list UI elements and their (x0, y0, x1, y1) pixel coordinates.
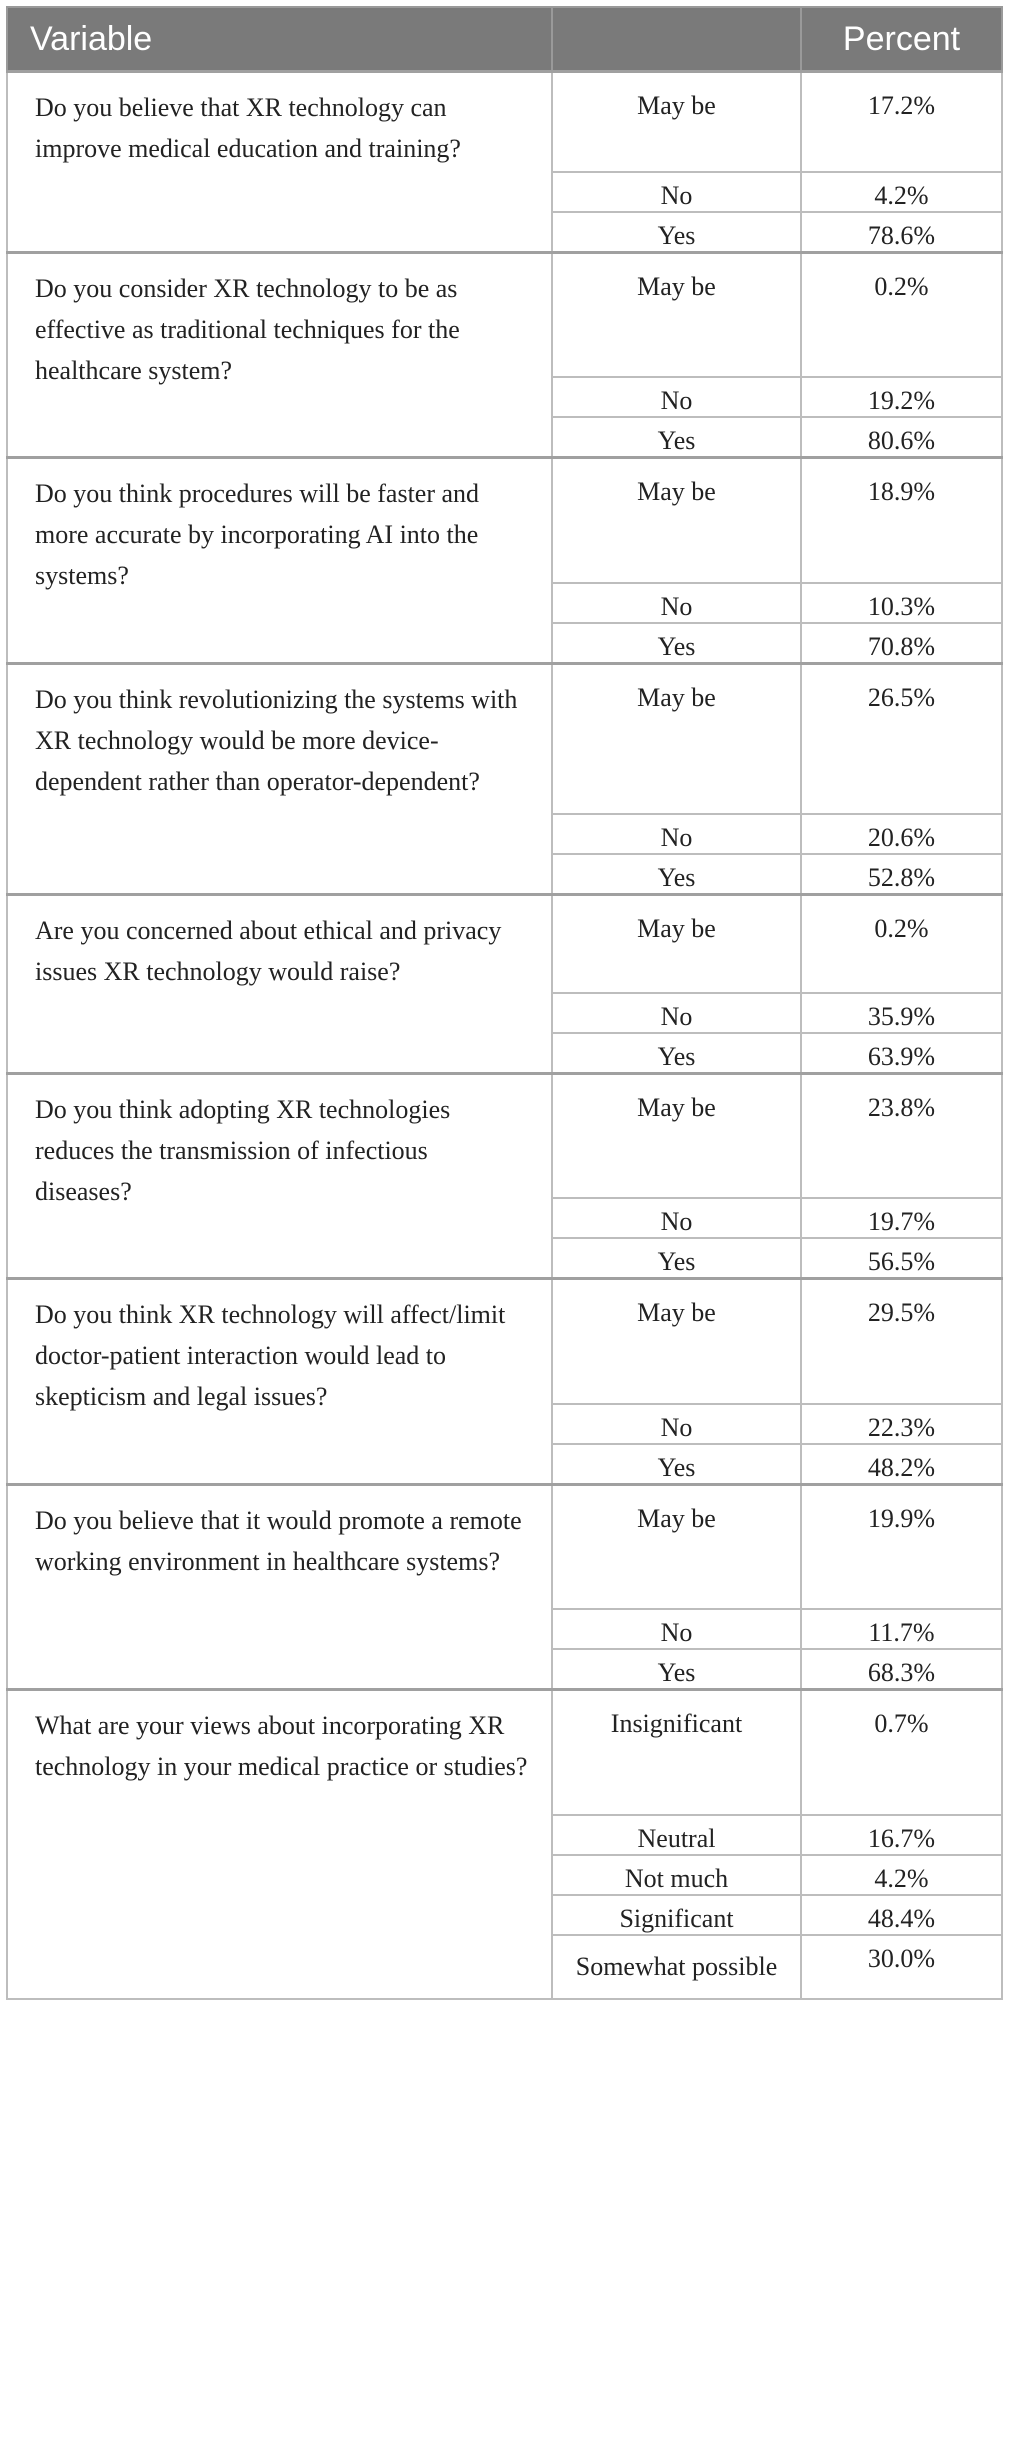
percent-cell: 35.9% (801, 993, 1002, 1033)
response-category-cell: May be (552, 458, 801, 583)
response-category-cell: Yes (552, 623, 801, 664)
response-category-cell: No (552, 377, 801, 417)
table-body (7, 72, 1002, 1999)
response-category-cell: May be (552, 895, 801, 993)
percent-cell: 4.2% (801, 172, 1002, 212)
percent-cell: 11.7% (801, 1609, 1002, 1649)
header-row (7, 7, 1002, 72)
response-category-cell: No (552, 583, 801, 623)
response-category-cell: Not much (552, 1855, 801, 1895)
percent-cell: 68.3% (801, 1649, 1002, 1690)
response-category-cell: Neutral (552, 1815, 801, 1855)
table-row (7, 1484, 1002, 1609)
response-category-cell: Insignificant (552, 1690, 801, 1815)
question-cell: Do you think XR technology will affect/limit doctor-patient interaction would lead to skepticism and legal issues? (7, 1279, 552, 1485)
percent-cell: 18.9% (801, 458, 1002, 583)
question-cell: Are you concerned about ethical and privacy issues XR technology would raise? (7, 895, 552, 1074)
question-cell: What are your views about incorporating XR technology in your medical practice or studies? (7, 1690, 552, 1999)
response-category-cell: No (552, 814, 801, 854)
response-category-cell: May be (552, 252, 801, 377)
response-category-cell: Yes (552, 854, 801, 895)
percent-cell: 0.7% (801, 1690, 1002, 1815)
percent-cell: 0.2% (801, 895, 1002, 993)
header-percent: Percent (801, 7, 1002, 72)
percent-cell: 52.8% (801, 854, 1002, 895)
response-category-cell: May be (552, 1073, 801, 1198)
percent-cell: 48.4% (801, 1895, 1002, 1935)
survey-table (6, 6, 1003, 2000)
response-category-cell: No (552, 1609, 801, 1649)
table-row (7, 458, 1002, 583)
response-category-cell: May be (552, 72, 801, 172)
response-category-cell: No (552, 1198, 801, 1238)
question-cell: Do you think adopting XR technologies reduces the transmission of infectious diseases? (7, 1073, 552, 1279)
table-row (7, 1279, 1002, 1404)
response-category-cell: Yes (552, 212, 801, 253)
header-category (552, 7, 801, 72)
percent-cell: 19.9% (801, 1484, 1002, 1609)
response-category-cell: No (552, 993, 801, 1033)
percent-cell: 16.7% (801, 1815, 1002, 1855)
percent-cell: 29.5% (801, 1279, 1002, 1404)
response-category-cell: No (552, 1404, 801, 1444)
percent-cell: 0.2% (801, 252, 1002, 377)
percent-cell: 23.8% (801, 1073, 1002, 1198)
table-row (7, 663, 1002, 814)
response-category-cell: May be (552, 1484, 801, 1609)
percent-cell: 10.3% (801, 583, 1002, 623)
percent-cell: 26.5% (801, 663, 1002, 814)
response-category-cell: May be (552, 1279, 801, 1404)
percent-cell: 48.2% (801, 1444, 1002, 1485)
percent-cell: 70.8% (801, 623, 1002, 664)
header-variable: Variable (7, 7, 552, 72)
percent-cell: 19.2% (801, 377, 1002, 417)
response-category-cell: Somewhat possible (552, 1935, 801, 1999)
question-cell: Do you believe that XR technology can improve medical education and training? (7, 72, 552, 253)
response-category-cell: May be (552, 663, 801, 814)
question-cell: Do you think revolutionizing the systems with XR technology would be more device-dependent rather than operator-dependent? (7, 663, 552, 895)
response-category-cell: Yes (552, 1033, 801, 1074)
question-cell: Do you believe that it would promote a remote working environment in healthcare systems? (7, 1484, 552, 1690)
table-row (7, 895, 1002, 993)
table-row (7, 252, 1002, 377)
table-row (7, 1073, 1002, 1198)
percent-cell: 22.3% (801, 1404, 1002, 1444)
percent-cell: 78.6% (801, 212, 1002, 253)
response-category-cell: No (552, 172, 801, 212)
response-category-cell: Yes (552, 1238, 801, 1279)
percent-cell: 19.7% (801, 1198, 1002, 1238)
response-category-cell: Yes (552, 1649, 801, 1690)
question-cell: Do you consider XR technology to be as effective as traditional techniques for the healthcare system? (7, 252, 552, 458)
percent-cell: 17.2% (801, 72, 1002, 172)
percent-cell: 80.6% (801, 417, 1002, 458)
question-cell: Do you think procedures will be faster and more accurate by incorporating AI into the systems? (7, 458, 552, 664)
response-category-cell: Yes (552, 417, 801, 458)
table-row (7, 72, 1002, 172)
table-row (7, 1690, 1002, 1815)
response-category-cell: Yes (552, 1444, 801, 1485)
response-category-cell: Significant (552, 1895, 801, 1935)
percent-cell: 20.6% (801, 814, 1002, 854)
percent-cell: 4.2% (801, 1855, 1002, 1895)
percent-cell: 63.9% (801, 1033, 1002, 1074)
percent-cell: 30.0% (801, 1935, 1002, 1999)
percent-cell: 56.5% (801, 1238, 1002, 1279)
